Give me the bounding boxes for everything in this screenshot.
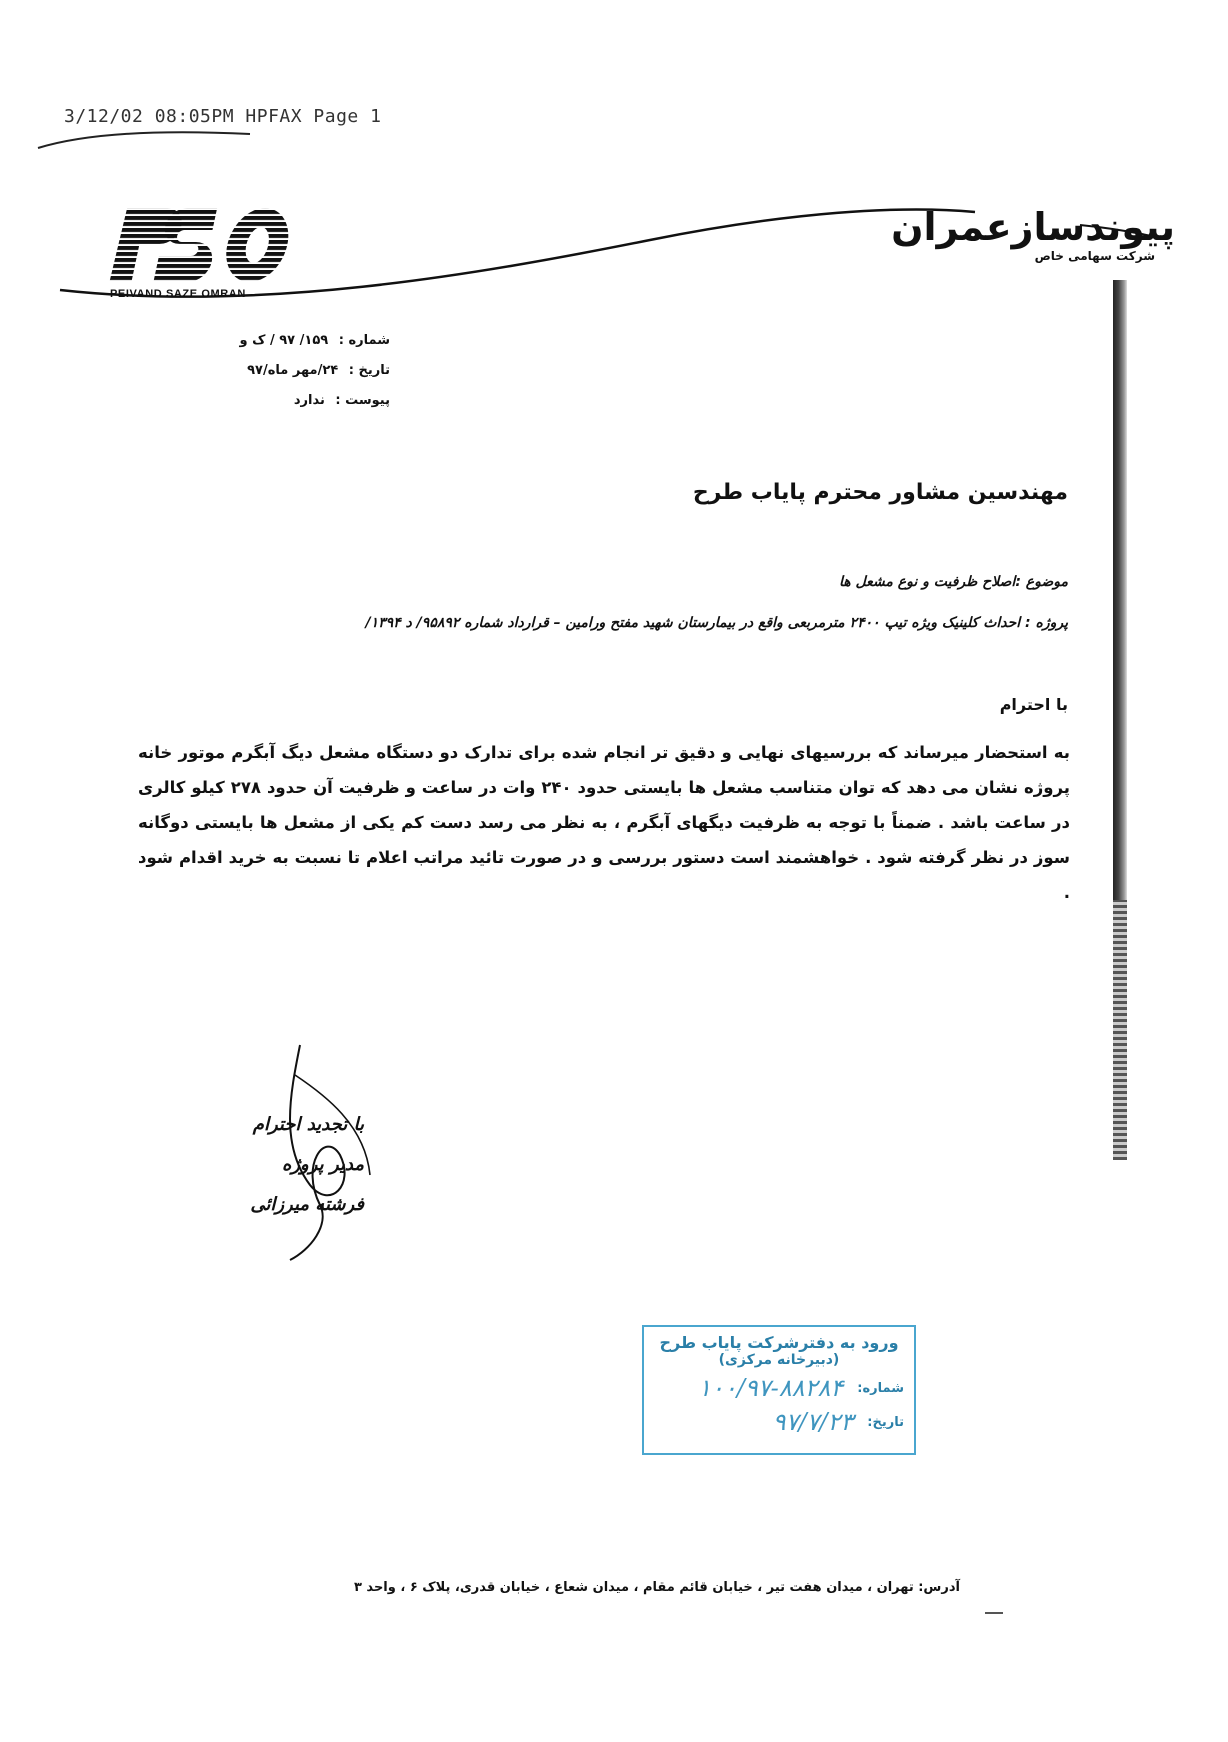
meta-number [240,326,390,356]
stamp-date-value: ۹۷/۷/۲۳ [772,1408,854,1436]
company-logo-left [106,204,290,304]
stamp-subtitle: (دبیرخانه مرکزی) [718,1352,840,1368]
logo-persian-name: پیوندسازعمران [891,205,1175,249]
project-line: پروژه : احداث کلینیک ویژه تیپ ۲۴۰۰ مترمربعی واقع در بیمارستان شهید مفتح ورامین – قرارداد شماره ۹۵۸۹۲/ د ۱۳۹۴/ [365,615,1068,631]
subject-line: موضوع :اصلاح ظرفیت و نوع مشعل ها [839,574,1068,590]
meta-attachment-label: پیوست : [335,393,390,408]
stamp-number-row [654,1374,904,1402]
meta-date-label: تاریخ : [348,363,390,378]
stamp-date-row [654,1408,904,1436]
received-stamp [642,1325,916,1455]
scan-artifact [985,1612,1003,1614]
logo-subtitle: PEIVAND SAZE OMRAN [110,288,246,300]
closing-title: مدیر پروژه [281,1154,364,1175]
meta-attachment [240,386,390,416]
fax-header: 3/12/02 08:05PM HPFAX Page 1 [64,106,382,127]
stamp-title: ورود به دفترشرکت پایاب طرح [659,1333,899,1352]
closing-signer: فرشته میرزائی [250,1194,364,1215]
meta-number-value: ۱۵۹/ ۹۷ / ک و [239,333,329,348]
handwritten-signature [270,1035,390,1265]
meta-number-label: شماره : [338,333,390,348]
pso-logo-icon [106,204,290,286]
addressee: مهندسین مشاور محترم پایاب طرح [692,480,1068,505]
stamp-date-label: تاریخ: [867,1414,904,1430]
greeting: با احترام [999,695,1068,714]
stamp-number-value: ۱۰۰/۹۷-۸۸۲۸۴ [698,1374,844,1402]
stamp-number-label: شماره: [857,1380,904,1396]
letter-body: به استحضار میرساند که بررسیهای نهایی و دقیق تر انجام شده برای تدارک دو دستگاه مشعل دیگ آبگرم موتور خانه پروژه نشان می دهد که توان متناسب مشعل ها بایستی حدود ۲۴۰ وات در ساعت و ظرفیت آن حدود ۲۷۸ کیلو کالری در ساعت باشد . ضمناً با توجه به ظرفیت دیگهای آبگرم ، به نظر می رسد دست کم یکی از مشعل ها بایستی دوگانه سوز در نظر گرفته شود . خواهشمند است دستور بررسی و در صورت تائید مراتب اعلام تا نسبت به خرید اقدام شود . [138,743,1070,902]
meta-date [240,356,390,386]
meta-date-value: ۲۴/مهر ماه/۹۷ [247,363,339,378]
company-logo-right [891,205,1175,285]
letter-metadata [240,326,390,416]
scan-margin-bar-noise [1113,900,1127,1160]
logo-persian-subtitle: شرکت سهامی خاص [1034,249,1155,263]
footer-address: آدرس: تهران ، میدان هفت تیر ، خیابان قائم مقام ، میدان شعاع ، خیابان قدری، پلاک ۶ ، واحد ۳ [353,1580,960,1595]
closing-regards: با تجدید احترام [252,1114,364,1135]
meta-attachment-value: ندارد [293,393,325,408]
